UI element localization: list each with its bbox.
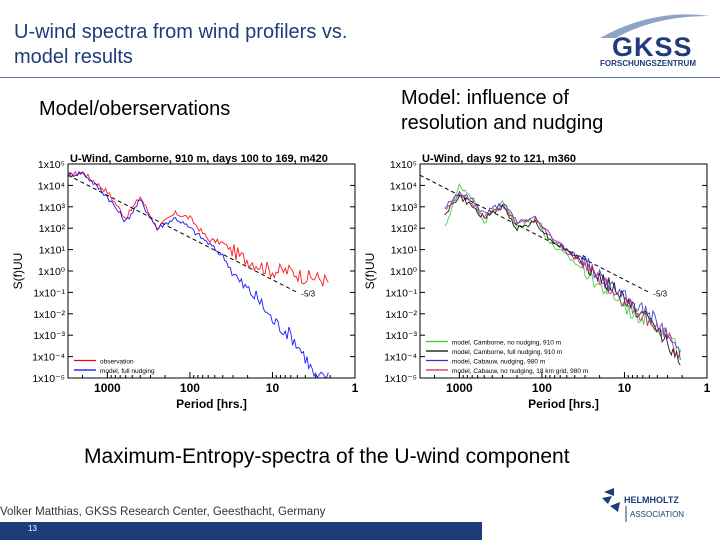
helmholtz-logo — [600, 486, 710, 526]
spectrum-chart-observations — [10, 150, 365, 415]
legend-entry: model, full nudging — [100, 368, 155, 375]
y-tick-label: 1x10⁻¹ — [385, 287, 417, 300]
spectrum-chart-resolution-nudging — [362, 150, 717, 415]
title-line-1: U-wind spectra from wind profilers vs. — [14, 21, 348, 43]
reference-slope-label: -5/3 — [301, 289, 316, 299]
y-tick-label: 1x10⁴ — [389, 180, 417, 193]
y-tick-label: 1x10¹ — [390, 244, 417, 257]
footer-bar — [0, 522, 482, 540]
subtitle-right — [401, 86, 603, 136]
subtitle-left — [39, 97, 230, 122]
logo-subtext: FORSCHUNGSZENTRUM — [600, 59, 696, 68]
x-tick-label: 1000 — [446, 381, 473, 395]
x-tick-label: 1 — [703, 381, 711, 395]
y-tick-label: 1x10⁻⁵ — [384, 373, 417, 385]
y-tick-label: 1x10³ — [38, 201, 65, 214]
figure-caption: Maximum-Entropy-spectra of the U-wind component — [84, 445, 570, 468]
y-tick-label: 1x10⁻² — [385, 308, 417, 321]
y-tick-label: 1x10⁻⁴ — [384, 351, 417, 364]
y-tick-label: 1x10⁵ — [37, 159, 65, 171]
reference-slope-line — [420, 175, 649, 292]
slide-title — [14, 20, 414, 70]
y-tick-label: 1x10³ — [390, 201, 417, 214]
title-divider — [0, 77, 720, 78]
helmholtz-line-1: HELMHOLTZ — [624, 495, 679, 505]
y-tick-label: 1x10² — [38, 223, 65, 236]
legend-entry: observation — [100, 358, 134, 366]
x-tick-label: 10 — [617, 381, 632, 395]
y-tick-label: 1x10⁵ — [389, 159, 417, 171]
legend-entry: model, Camborne, no nudging, 910 m — [452, 339, 562, 347]
x-tick-label: 1 — [351, 381, 359, 395]
title-line-2: model results — [14, 46, 133, 68]
logo-text: GKSS — [612, 32, 693, 62]
legend-entry: model, Camborne, full nudging, 910 m — [452, 349, 563, 356]
x-axis-label: Period [hrs.] — [528, 397, 599, 411]
series-line-3 — [445, 194, 681, 357]
gkss-logo — [596, 10, 714, 68]
y-tick-label: 1x10⁻¹ — [33, 287, 65, 300]
page-number: 13 — [28, 524, 37, 533]
x-axis-label: Period [hrs.] — [176, 397, 247, 411]
x-tick-label: 1000 — [94, 381, 121, 395]
series-line-0 — [445, 184, 681, 357]
y-axis-label: S(f)UU — [11, 252, 25, 290]
subtitle-left-text: Model/oberservations — [39, 98, 231, 120]
series-line-0 — [68, 172, 328, 287]
y-tick-label: 1x10⁻² — [33, 308, 65, 321]
series-line-1 — [68, 172, 328, 378]
x-tick-label: 100 — [531, 381, 552, 395]
chart-title: U-Wind, days 92 to 121, m360 — [422, 153, 576, 165]
subtitle-right-line-1: Model: influence of — [401, 87, 569, 109]
legend-entry: model, Cabauw, nudging, 980 m — [452, 358, 546, 366]
y-tick-label: 1x10⁻⁴ — [32, 351, 65, 364]
subtitle-right-line-2: resolution and nudging — [401, 112, 604, 134]
plot-frame — [68, 164, 355, 378]
y-tick-label: 1x10⁰ — [390, 266, 417, 278]
y-tick-label: 1x10⁴ — [37, 180, 65, 193]
y-tick-label: 1x10⁰ — [38, 266, 65, 278]
y-tick-label: 1x10² — [390, 223, 417, 236]
footer-author: Volker Matthias, GKSS Research Center, Geesthacht, Germany — [0, 506, 326, 518]
chart-title: U-Wind, Camborne, 910 m, days 100 to 169, m420 — [70, 153, 328, 165]
legend-entry: model, Cabauw, no nudging, 18 km grid, 980 m — [452, 368, 589, 375]
y-tick-label: 1x10¹ — [38, 244, 65, 257]
helmholtz-mark — [602, 488, 620, 512]
y-tick-label: 1x10⁻³ — [33, 330, 65, 343]
helmholtz-line-2: ASSOCIATION — [630, 510, 685, 519]
y-tick-label: 1x10⁻⁵ — [32, 373, 65, 385]
y-axis-label: S(f)UU — [363, 252, 377, 290]
x-tick-label: 100 — [179, 381, 200, 395]
y-tick-label: 1x10⁻³ — [385, 330, 417, 343]
reference-slope-label: -5/3 — [653, 289, 668, 299]
x-tick-label: 10 — [265, 381, 280, 395]
